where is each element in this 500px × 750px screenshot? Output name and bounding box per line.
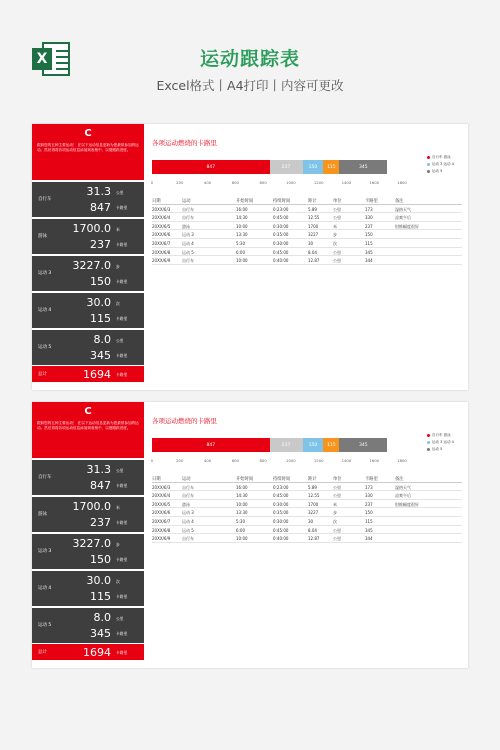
stat-calories-unit: 卡路里 <box>116 557 128 562</box>
table-cell: 20XX/6/6 <box>152 232 171 238</box>
table-cell: 0:30:00 <box>273 240 289 246</box>
column-header: 备注 <box>395 199 404 204</box>
stat-calories-unit: 卡路里 <box>116 242 128 247</box>
stat-distance: 31.3 <box>86 463 111 476</box>
table-cell: 公里 <box>333 249 341 255</box>
page-subtitle: Excel格式丨A4打印丨内容可更改 <box>156 78 344 93</box>
stat-calories: 345 <box>90 627 111 640</box>
table-cell: 30 <box>308 518 314 524</box>
stat-name: 游泳 <box>38 234 47 239</box>
legend-item <box>427 154 454 161</box>
axis-tick-label: 1600 <box>369 458 380 463</box>
stat-distance: 3227.0 <box>72 259 111 272</box>
table-cell: 8.04 <box>308 527 317 533</box>
table-cell: 20XX/6/7 <box>152 518 171 524</box>
stat-distance: 1700.0 <box>72 500 111 513</box>
stat-calories-unit: 卡路里 <box>116 483 128 488</box>
summary-header <box>32 402 144 458</box>
table-cell: 0:45:00 <box>273 527 289 533</box>
table-cell: 凉爽午后 <box>395 493 411 499</box>
table-cell: 14:30 <box>236 215 248 221</box>
stat-calories: 847 <box>90 479 111 492</box>
legend-swatch <box>427 434 430 437</box>
summary-stat <box>32 181 144 217</box>
activity-table <box>152 196 462 265</box>
table-cell: 公里 <box>333 484 341 490</box>
summary-total <box>32 644 144 660</box>
chart-bar <box>323 438 339 452</box>
total-unit: 卡路里 <box>116 650 128 655</box>
page-header <box>0 0 500 120</box>
table-cell: 237 <box>365 223 373 229</box>
detail-panel <box>152 402 462 668</box>
stat-distance: 30.0 <box>86 296 111 309</box>
table-cell: 12.87 <box>308 258 320 264</box>
page-title: 运动跟踪表 <box>199 48 300 70</box>
table-cell: 150 <box>365 232 373 238</box>
stat-distance-unit: 米 <box>116 227 120 232</box>
table-cell: 14:30 <box>236 493 248 499</box>
legend-label: 运动 3 运动 4 <box>432 440 454 444</box>
bar-label: 150 <box>308 442 318 448</box>
bar-label: 115 <box>327 164 336 170</box>
axis-tick-label: 800 <box>259 458 267 463</box>
column-header: 单位 <box>333 199 342 204</box>
table-cell: 8.04 <box>308 249 317 255</box>
chart-bar <box>152 160 270 174</box>
stat-calories-unit: 卡路里 <box>116 353 128 358</box>
column-header: 运动 <box>182 199 191 204</box>
chart-bar <box>303 160 324 174</box>
table-row <box>152 239 462 248</box>
table-cell: 20XX/6/9 <box>152 258 171 264</box>
stat-calories: 847 <box>90 201 111 214</box>
table-cell: 0:30:00 <box>273 501 289 507</box>
table-cell: 10:00 <box>236 536 248 542</box>
stat-name: 运动 3 <box>38 549 52 554</box>
chart-bar <box>270 438 303 452</box>
table-cell: 0:30:00 <box>273 518 289 524</box>
table-cell: 0:23:00 <box>273 484 289 490</box>
table-cell: 344 <box>365 536 373 542</box>
table-cell: 自行车 <box>182 484 194 490</box>
sheet-preview <box>32 402 468 668</box>
stat-name: 自行车 <box>38 475 52 480</box>
table-row <box>152 248 462 257</box>
stat-distance-unit: 公里 <box>116 190 124 195</box>
table-cell: 肘推幅度很好 <box>395 501 419 507</box>
table-cell: 330 <box>365 493 373 499</box>
table-cell: 1700 <box>308 223 319 229</box>
table-cell: 20XX/6/5 <box>152 501 171 507</box>
axis-tick-label: 1000 <box>286 458 296 463</box>
table-cell: 公里 <box>333 258 341 264</box>
table-row <box>152 508 462 517</box>
summary-panel <box>32 402 144 668</box>
stat-distance-unit: 公里 <box>116 338 124 343</box>
column-header: 持续时间 <box>273 477 291 482</box>
bar-label: 237 <box>281 442 291 448</box>
chart-bar <box>303 438 324 452</box>
table-cell: 0:45:00 <box>273 249 289 255</box>
table-cell: 20XX/6/4 <box>152 493 171 499</box>
stat-name: 运动 5 <box>38 623 52 628</box>
axis-tick-label: 200 <box>176 180 184 185</box>
stat-calories: 150 <box>90 275 111 288</box>
column-header: 单位 <box>333 477 342 482</box>
table-cell: 公里 <box>333 206 341 212</box>
table-cell: 13:30 <box>236 510 248 516</box>
table-cell: 凉爽午后 <box>395 215 411 221</box>
axis-tick-label: 0 <box>150 180 154 185</box>
table-cell: 173 <box>365 484 373 490</box>
stat-distance-unit: 米 <box>116 505 120 510</box>
table-cell: 6:00 <box>236 249 245 255</box>
table-cell: 公里 <box>333 536 341 542</box>
axis-tick-label: 1000 <box>286 180 296 185</box>
table-cell: 5:30 <box>236 518 245 524</box>
legend-item <box>427 439 454 446</box>
axis-tick-label: 1400 <box>341 180 352 185</box>
table-cell: 330 <box>365 215 373 221</box>
total-unit: 卡路里 <box>116 372 128 377</box>
axis-tick-label: 1800 <box>397 180 407 185</box>
summary-stat <box>32 255 144 291</box>
table-cell: 5.89 <box>308 484 317 490</box>
column-header: 距计 <box>308 477 317 482</box>
bar-label: 345 <box>359 442 368 448</box>
stat-name: 运动 4 <box>38 308 52 313</box>
stat-calories-unit: 卡路里 <box>116 631 128 636</box>
axis-tick-label: 1200 <box>313 180 324 185</box>
stat-name: 运动 5 <box>38 345 52 350</box>
table-cell: 公里 <box>333 215 341 221</box>
stat-calories: 237 <box>90 238 111 251</box>
table-cell: 16:00 <box>236 206 248 212</box>
table-row <box>152 230 462 239</box>
table-cell: 运动 5 <box>182 249 194 255</box>
table-cell: 0:45:00 <box>273 215 289 221</box>
stat-calories-unit: 卡路里 <box>116 316 128 321</box>
axis-tick-label: 800 <box>259 180 267 185</box>
axis-tick-label: 1200 <box>313 458 324 463</box>
stat-calories-unit: 卡路里 <box>116 279 128 284</box>
table-cell: 237 <box>365 501 373 507</box>
stat-distance: 31.3 <box>86 185 111 198</box>
table-cell: 0:35:00 <box>273 510 289 516</box>
table-cell: 150 <box>365 510 373 516</box>
table-cell: 10:00 <box>236 258 248 264</box>
column-header: 运动 <box>182 477 191 482</box>
table-cell: 米 <box>333 223 337 229</box>
legend-swatch <box>427 163 430 166</box>
legend-item <box>427 432 454 439</box>
table-cell: 115 <box>365 518 373 524</box>
table-cell: 345 <box>365 249 373 255</box>
table-cell: 运动 4 <box>182 518 194 524</box>
axis-tick-label: 200 <box>176 458 184 463</box>
legend-label: 运动 5 <box>432 447 443 451</box>
summary-description: 跟踪您的五种主要运动！ 在以下运动信息更新为您最常参加的运动。然后再将各项运动信息添加到表格中，以便跟踪进度。 <box>37 143 139 153</box>
table-cell: 20XX/6/9 <box>152 536 171 542</box>
summary-letter: C <box>84 128 92 139</box>
summary-stat <box>32 607 144 643</box>
bar-label: 150 <box>308 164 318 170</box>
table-cell: 自行车 <box>182 206 194 212</box>
table-cell: 自行车 <box>182 536 194 542</box>
stat-distance-unit: 公里 <box>116 468 124 473</box>
stat-distance-unit: 步 <box>116 542 120 547</box>
column-header: 开始时间 <box>236 477 254 482</box>
chart-bar <box>339 438 387 452</box>
table-cell: 20XX/6/7 <box>152 240 171 246</box>
summary-stat <box>32 570 144 606</box>
total-label: 总计 <box>38 650 47 655</box>
table-cell: 6:00 <box>236 527 245 533</box>
table-row <box>152 205 462 214</box>
summary-stat <box>32 459 144 495</box>
stat-name: 游泳 <box>38 512 47 517</box>
table-cell: 12.87 <box>308 536 320 542</box>
legend-label: 自行车 游泳 <box>432 433 451 437</box>
table-cell: 1700 <box>308 501 319 507</box>
stat-name: 运动 4 <box>38 586 52 591</box>
bar-label: 115 <box>327 442 336 448</box>
column-header: 卡路里 <box>365 199 378 204</box>
axis-tick-label: 1400 <box>341 458 352 463</box>
table-cell: 湿热天气 <box>395 206 411 212</box>
table-cell: 运动 3 <box>182 510 194 516</box>
stat-distance-unit: 次 <box>116 301 120 306</box>
summary-stat <box>32 496 144 532</box>
legend-swatch <box>427 448 430 451</box>
stat-distance-unit: 次 <box>116 579 120 584</box>
table-cell: 运动 5 <box>182 527 194 533</box>
table-cell: 自行车 <box>182 215 194 221</box>
table-cell: 344 <box>365 258 373 264</box>
axis-tick-label: 400 <box>203 180 212 185</box>
table-cell: 游泳 <box>182 223 190 229</box>
table-cell: 16:00 <box>236 484 248 490</box>
table-cell: 12.55 <box>308 493 320 499</box>
stat-calories-unit: 卡路里 <box>116 520 128 525</box>
summary-panel <box>32 124 144 390</box>
table-cell: 0:30:00 <box>273 223 289 229</box>
table-row <box>152 526 462 535</box>
table-cell: 30 <box>308 240 314 246</box>
table-cell: 20XX/6/8 <box>152 527 171 533</box>
stat-distance: 1700.0 <box>72 222 111 235</box>
axis-tick-label: 1800 <box>397 458 407 463</box>
table-cell: 3227 <box>308 232 319 238</box>
table-cell: 20XX/6/4 <box>152 215 171 221</box>
stat-distance: 30.0 <box>86 574 111 587</box>
stat-calories-unit: 卡路里 <box>116 205 128 210</box>
table-cell: 10:00 <box>236 501 248 507</box>
table-cell: 20XX/6/6 <box>152 510 171 516</box>
summary-total <box>32 366 144 382</box>
axis-tick-label: 0 <box>150 458 154 463</box>
chart-legend <box>427 432 454 453</box>
table-cell: 5:30 <box>236 240 245 246</box>
table-cell: 步 <box>333 232 337 238</box>
column-header: 备注 <box>395 477 404 482</box>
legend-label: 运动 5 <box>432 169 443 173</box>
axis-tick-label: 600 <box>231 458 239 463</box>
detail-panel <box>152 124 462 390</box>
stat-distance: 8.0 <box>93 611 111 624</box>
stat-calories-unit: 卡路里 <box>116 594 128 599</box>
table-cell: 0:45:00 <box>273 493 289 499</box>
bar-label: 847 <box>206 164 216 170</box>
table-cell: 步 <box>333 510 337 516</box>
axis-tick-label: 400 <box>203 458 212 463</box>
legend-label: 运动 3 运动 4 <box>432 162 454 166</box>
table-cell: 公里 <box>333 527 341 533</box>
stat-calories: 115 <box>90 590 111 603</box>
summary-header <box>32 124 144 180</box>
table-cell: 0:23:00 <box>273 206 289 212</box>
stat-distance: 3227.0 <box>72 537 111 550</box>
summary-stat <box>32 218 144 254</box>
chart-bar <box>152 438 270 452</box>
activity-table <box>152 474 462 543</box>
table-cell: 次 <box>333 518 337 524</box>
sheet-preview <box>32 124 468 390</box>
table-row <box>152 222 462 231</box>
table-row <box>152 256 462 265</box>
legend-swatch <box>427 156 430 159</box>
table-cell: 游泳 <box>182 501 190 507</box>
total-value: 1694 <box>83 646 111 659</box>
chart-bar <box>339 160 387 174</box>
column-header: 日期 <box>152 477 161 482</box>
legend-item <box>427 161 454 168</box>
stat-calories: 237 <box>90 516 111 529</box>
stat-name: 自行车 <box>38 197 52 202</box>
table-cell: 20XX/6/3 <box>152 206 171 212</box>
stat-calories: 345 <box>90 349 111 362</box>
summary-description: 跟踪您的五种主要运动！ 在以下运动信息更新为您最常参加的运动。然后再将各项运动信息添加到表格中，以便跟踪进度。 <box>37 421 139 431</box>
chart-bar <box>323 160 339 174</box>
table-cell: 3227 <box>308 510 319 516</box>
table-cell: 0:40:00 <box>273 258 289 264</box>
table-cell: 自行车 <box>182 493 194 499</box>
table-cell: 运动 4 <box>182 240 194 246</box>
table-cell: 5.89 <box>308 206 317 212</box>
table-row <box>152 534 462 543</box>
table-row <box>152 500 462 509</box>
table-cell: 20XX/6/3 <box>152 484 171 490</box>
table-header-row <box>152 196 462 205</box>
table-row <box>152 491 462 500</box>
stat-distance-unit: 公里 <box>116 616 124 621</box>
column-header: 距计 <box>308 199 317 204</box>
bar-label: 345 <box>359 164 368 170</box>
total-label: 总计 <box>38 372 47 377</box>
table-cell: 米 <box>333 501 337 507</box>
table-cell: 自行车 <box>182 258 194 264</box>
axis-tick-label: 600 <box>231 180 239 185</box>
stat-calories: 115 <box>90 312 111 325</box>
stat-distance: 8.0 <box>93 333 111 346</box>
table-cell: 公里 <box>333 493 341 499</box>
table-cell: 13:30 <box>236 232 248 238</box>
stat-name: 运动 3 <box>38 271 52 276</box>
column-header: 开始时间 <box>236 199 254 204</box>
table-cell: 0:40:00 <box>273 536 289 542</box>
table-row <box>152 213 462 222</box>
table-cell: 0:35:00 <box>273 232 289 238</box>
table-cell: 次 <box>333 240 337 246</box>
total-value: 1694 <box>83 368 111 381</box>
summary-stat <box>32 292 144 328</box>
table-cell: 12.55 <box>308 215 320 221</box>
excel-icon: X <box>32 42 70 76</box>
table-cell: 173 <box>365 206 373 212</box>
table-header-row <box>152 474 462 483</box>
chart-title: 各项运动燃烧的卡路里 <box>152 139 217 147</box>
bar-label: 237 <box>281 164 291 170</box>
table-cell: 115 <box>365 240 373 246</box>
table-cell: 10:00 <box>236 223 248 229</box>
summary-stat <box>32 329 144 365</box>
chart-legend <box>427 154 454 175</box>
table-cell: 运动 3 <box>182 232 194 238</box>
table-cell: 345 <box>365 527 373 533</box>
legend-item <box>427 446 454 453</box>
summary-stat <box>32 533 144 569</box>
table-cell: 20XX/6/5 <box>152 223 171 229</box>
table-cell: 湿热天气 <box>395 484 411 490</box>
bar-label: 847 <box>206 442 216 448</box>
axis-tick-label: 1600 <box>369 180 380 185</box>
table-row <box>152 483 462 492</box>
column-header: 持续时间 <box>273 199 291 204</box>
table-cell: 肘推幅度很好 <box>395 223 419 229</box>
legend-swatch <box>427 441 430 444</box>
legend-item <box>427 168 454 175</box>
summary-letter: C <box>84 406 92 417</box>
stat-distance-unit: 步 <box>116 264 120 269</box>
table-row <box>152 517 462 526</box>
legend-swatch <box>427 170 430 173</box>
chart-title: 各项运动燃烧的卡路里 <box>152 417 217 425</box>
chart-bar <box>270 160 303 174</box>
stat-calories: 150 <box>90 553 111 566</box>
column-header: 日期 <box>152 199 161 204</box>
legend-label: 自行车 游泳 <box>432 155 451 159</box>
table-cell: 20XX/6/8 <box>152 249 171 255</box>
column-header: 卡路里 <box>365 477 378 482</box>
